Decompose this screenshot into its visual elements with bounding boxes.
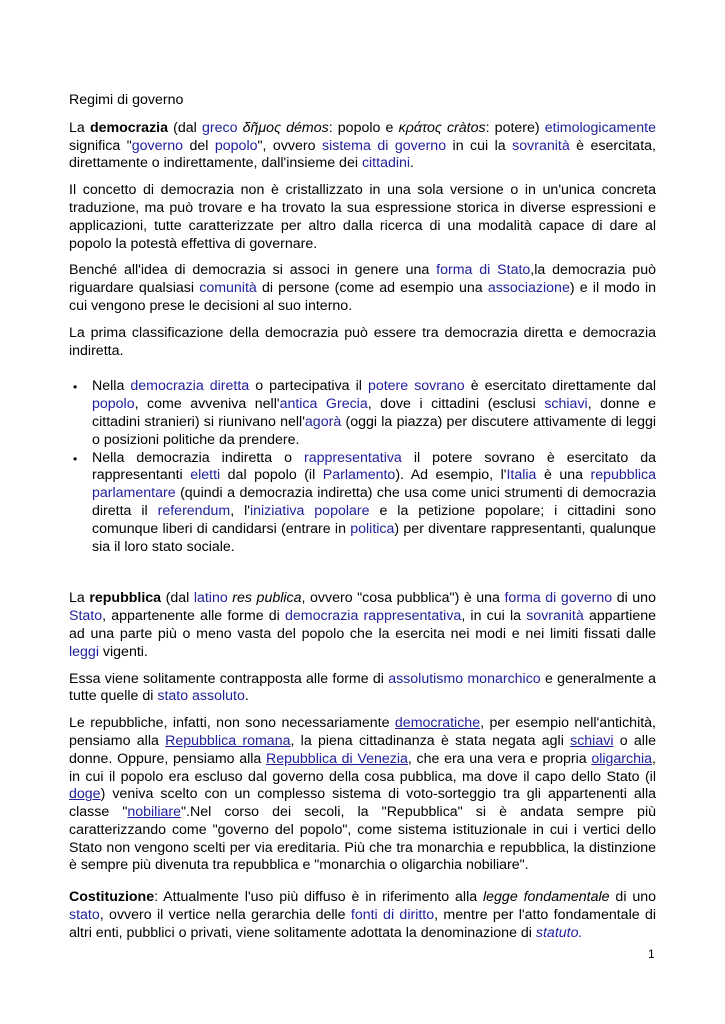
text: e generalmente a tutte quelle di: [69, 670, 656, 705]
link-democrazia-rappresentativa[interactable]: democrazia rappresentativa: [285, 608, 462, 625]
link-nobiliare[interactable]: nobiliare: [127, 804, 181, 821]
list-item-democrazia-diretta: [92, 378, 656, 449]
paragraph-repubbliche: [69, 715, 656, 875]
document-body: [69, 92, 656, 952]
text: o alle donne. Oppure, pensiamo alla: [69, 732, 656, 767]
link-leggi[interactable]: leggi: [69, 643, 99, 660]
link-governo[interactable]: governo: [131, 137, 184, 154]
text: .: [410, 155, 414, 172]
text: (oggi la piazza) per discutere attivamente di leggi o posizioni politiche da prendere.: [92, 413, 656, 448]
link-forma-di-governo[interactable]: forma di governo: [504, 590, 613, 607]
term-repubblica: repubblica: [89, 590, 162, 607]
text: ) per diventare rappresentanti, qualunque sia il loro stato sociale.: [92, 520, 657, 555]
text: , in cui la: [461, 608, 527, 625]
text: : potere): [485, 119, 545, 136]
text: di uno: [609, 889, 656, 906]
link-schiavi[interactable]: schiavi: [544, 396, 588, 413]
link-popolo[interactable]: popolo: [92, 396, 135, 413]
paragraph-classificazione: La prima classificazione della democrazia può essere tra democrazia diretta e democrazia indiretta.: [69, 324, 656, 359]
link-eletti[interactable]: eletti: [190, 467, 221, 484]
link-potere-sovrano[interactable]: potere sovrano: [367, 378, 465, 395]
term-democrazia: democrazia: [89, 119, 169, 136]
text: , ovvero il vertice nella gerarchia delle: [99, 907, 351, 924]
bullet-list: [69, 378, 656, 556]
text: di uno: [612, 590, 656, 607]
page-number: 1: [648, 947, 655, 961]
link-politica[interactable]: politica: [350, 520, 395, 537]
link-forma-di-stato[interactable]: forma di Stato: [436, 262, 531, 279]
text: La: [69, 590, 90, 607]
text: Essa viene solitamente contrapposta alle forme di: [69, 670, 389, 687]
link-stato[interactable]: Stato: [69, 608, 103, 625]
term-costituzione: Costituzione: [69, 889, 155, 906]
section-gap: [69, 556, 656, 590]
text: , dove i cittadini (esclusi: [367, 396, 545, 413]
paragraph-contrapposta: [69, 671, 656, 707]
text: o partecipativa il: [249, 378, 368, 395]
link-rappresentativa[interactable]: rappresentativa: [304, 449, 402, 466]
link-statuto[interactable]: statuto.: [535, 924, 583, 941]
text: Nella: [92, 378, 131, 395]
text: , per esempio nell'antichità, pensiamo alla: [69, 715, 656, 749]
text: ".Nel corso dei secoli, la "Repubblica" si è andata sempre più caratterizzando come "governo del popolo", come sistema istituzionale in cui i vertici dello Stato non vengono scelti per via ereditaria. Più che tra monarchia e repubblica, la distinzione è sempre più divenuta tra repubblica e "monarchia o oligarchia nobiliare".: [69, 804, 656, 874]
text: , appartenente alle forme di: [102, 608, 285, 625]
text: , l': [230, 502, 250, 519]
link-parlamento[interactable]: Parlamento: [322, 467, 396, 484]
link-referendum[interactable]: referendum: [157, 502, 231, 519]
link-fonti-di-diritto[interactable]: fonti di diritto: [350, 907, 435, 924]
link-repubblica-di-venezia[interactable]: Repubblica di Venezia: [266, 750, 408, 767]
link-sistema-di-governo[interactable]: sistema di governo: [321, 137, 447, 154]
text: di persone (come ad esempio una: [256, 280, 488, 297]
text: è esercitata, direttamente o indirettamente, dall'insieme dei: [69, 137, 656, 172]
link-assolutismo-monarchico[interactable]: assolutismo monarchico: [388, 670, 541, 687]
text: ) veniva scelto con un complesso sistema di voto-sorteggio tra gli appartenenti alla classe ": [69, 786, 656, 821]
text: significa ": [69, 137, 132, 154]
link-stato[interactable]: stato: [69, 907, 100, 924]
text: , mentre per l'atto fondamentale di altri enti, pubblici o privati, viene solitamente adottata la denominazione di: [69, 907, 657, 941]
text: Nella democrazia indiretta o: [92, 449, 305, 466]
text: , che era una vera e propria: [407, 750, 592, 767]
text: e la petizione popolare; i cittadini sono comunque liberi di candidarsi (entrare in: [92, 502, 657, 537]
latin-res-publica: res publica: [232, 590, 302, 607]
link-iniziativa-popolare[interactable]: iniziativa popolare: [249, 502, 370, 519]
text: ", ovvero: [257, 137, 322, 154]
text: , come avveniva nell': [134, 396, 280, 413]
text: .: [244, 688, 249, 705]
link-doge[interactable]: doge: [69, 786, 101, 803]
text: , in cui il popolo era escluso dal governo della cosa pubblica, ma dove il capo dello Stato (il: [69, 750, 656, 785]
text: è esercitato direttamente dal: [464, 378, 656, 395]
text: , donne e cittadini stranieri) si riunivano nell': [92, 396, 657, 430]
text: Benché all'idea di democrazia si associ in genere una: [69, 262, 437, 279]
text: il potere sovrano è esercitato da rappresentanti: [92, 449, 657, 484]
text: è una: [536, 467, 591, 484]
link-etimologicamente[interactable]: etimologicamente: [544, 119, 656, 136]
text: vigenti.: [98, 643, 148, 660]
link-agora[interactable]: agorà: [304, 413, 342, 430]
link-greco[interactable]: greco: [201, 119, 238, 136]
text: ,la democrazia può riguardare qualsiasi: [69, 262, 656, 297]
text: La: [69, 119, 90, 136]
link-antica-grecia[interactable]: antica Grecia: [279, 396, 368, 413]
text: ) e il modo in cui vengono prese le decisioni al suo interno.: [69, 280, 656, 314]
text: appartiene ad una parte più o meno vasta del popolo che la esercita nei modi e nei limiti fissati dalle: [69, 608, 656, 642]
text: Le repubbliche, infatti, non sono necessariamente: [69, 715, 395, 732]
link-democrazia-diretta[interactable]: democrazia diretta: [130, 378, 250, 395]
link-associazione[interactable]: associazione: [487, 280, 570, 297]
link-sovranita[interactable]: sovranità: [526, 608, 584, 625]
paragraph-repubblica: [69, 590, 656, 661]
list-item-democrazia-indiretta: [92, 450, 656, 557]
text: : Attualmente l'uso più diffuso è in riferimento alla: [154, 889, 483, 906]
text: del: [183, 137, 215, 154]
link-latino[interactable]: latino: [193, 590, 228, 607]
paragraph-forma-di-stato: [69, 262, 656, 315]
paragraph-costituzione: [69, 889, 656, 942]
term-legge-fondamentale: legge fondamentale: [483, 889, 610, 906]
link-sovranita[interactable]: sovranità: [512, 137, 570, 154]
paragraph-concetto: Il concetto di democrazia non è cristallizzato in una sola versione o in un'unica concreta traduzione, ma può trovare e ha trovato la sua espressione storica in diverse espressioni e applicazioni, tutte caratterizzate per altro dalla ricerca di una modalità capace di dare al popolo la potestà effettiva di governare.: [69, 182, 656, 252]
link-popolo[interactable]: popolo: [214, 137, 258, 154]
text: (dal: [168, 119, 202, 136]
text: , ovvero "cosa pubblica") è una: [301, 590, 505, 607]
text: (dal: [161, 590, 194, 607]
link-democratiche[interactable]: democratiche: [394, 715, 481, 732]
link-italia[interactable]: Italia: [506, 467, 537, 484]
greek-demos: δῆμος démos: [242, 119, 329, 136]
link-repubblica-parlamentare[interactable]: repubblica parlamentare: [92, 467, 656, 502]
page-title: Regimi di governo: [69, 92, 184, 108]
link-schiavi[interactable]: schiavi: [570, 732, 614, 749]
link-cittadini[interactable]: cittadini: [361, 155, 411, 172]
text: (quindi a democrazia indiretta) che usa come unici strumenti di democrazia diretta il: [92, 485, 656, 519]
link-oligarchia[interactable]: oligarchia: [591, 750, 653, 767]
link-comunita[interactable]: comunità: [199, 280, 257, 297]
link-stato-assoluto[interactable]: stato assoluto: [157, 688, 245, 705]
paragraph-democrazia: [69, 120, 656, 173]
link-repubblica-romana[interactable]: Repubblica romana: [165, 732, 291, 749]
greek-kratos: κράτος cràtos: [398, 119, 486, 136]
text: ). Ad esempio, l': [395, 467, 507, 484]
text: , la piena cittadinanza è stata negata agli: [290, 732, 571, 749]
text: : popolo e: [328, 119, 399, 136]
text: dal popolo (il: [220, 467, 323, 484]
text: in cui la: [446, 137, 513, 154]
